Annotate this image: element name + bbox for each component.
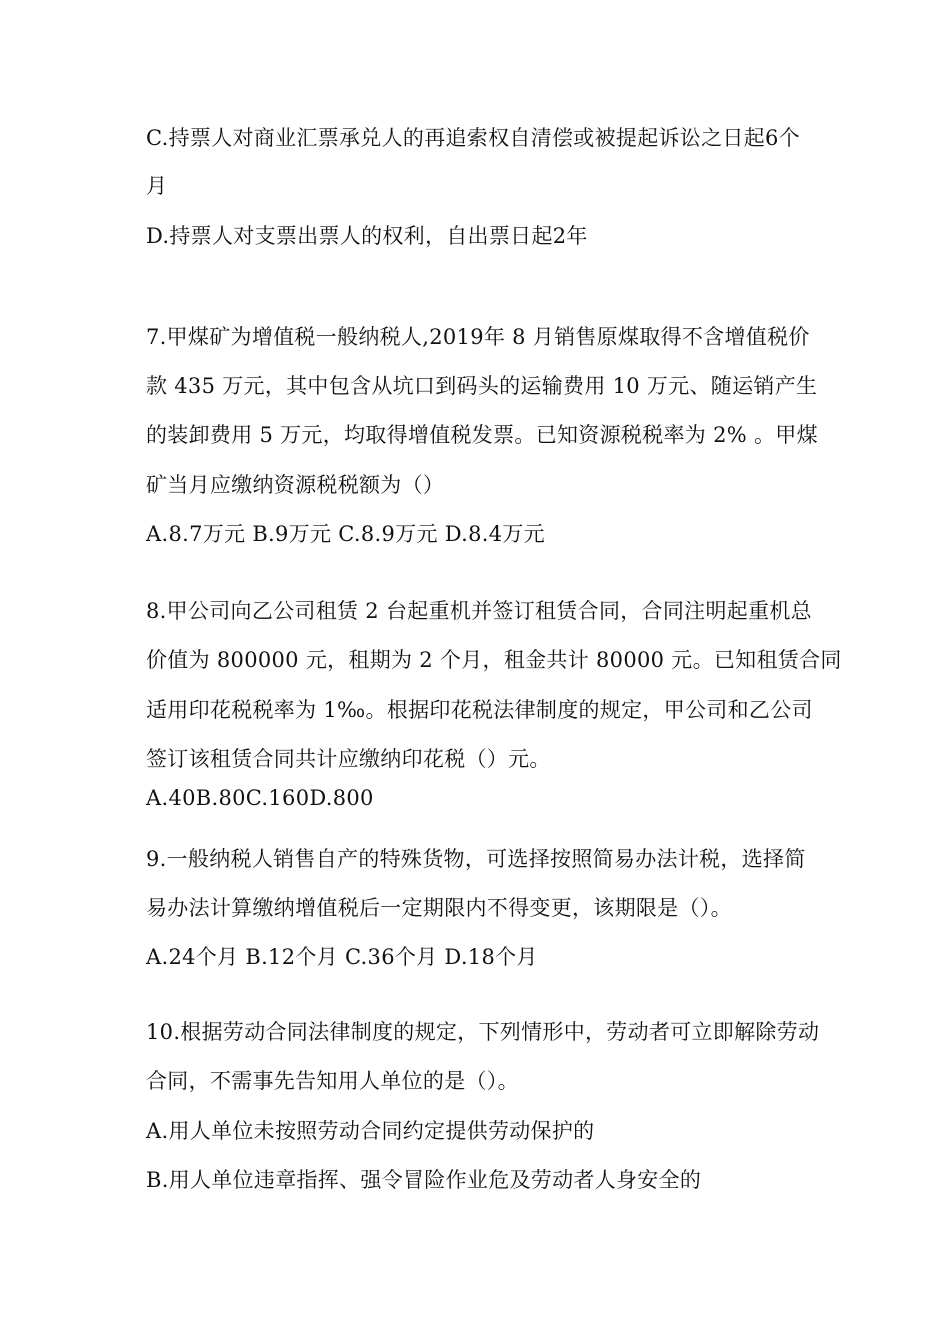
q8-stem-line3: 适用印花税税率为 1‰。根据印花税法律制度的规定，甲公司和乙公司 xyxy=(146,698,813,722)
q7-stem-line3: 的装卸费用 5 万元，均取得增值税发票。已知资源税税率为 2% 。甲煤 xyxy=(146,423,818,447)
q7-stem-line4: 矿当月应缴纳资源税税额为（） xyxy=(146,473,445,497)
q10-stem-line2: 合同，不需事先告知用人单位的是（）。 xyxy=(146,1069,519,1093)
q9-stem-line2: 易办法计算缴纳增值税后一定期限内不得变更，该期限是（）。 xyxy=(146,896,732,920)
q10-option-b: B.用人单位违章指挥、强令冒险作业危及劳动者人身安全的 xyxy=(146,1168,702,1192)
q9-options: A.24个月 B.12个月 C.36个月 D.18个月 xyxy=(146,945,538,969)
q8-stem-line2: 价值为 800000 元，租期为 2 个月，租金共计 80000 元。已知租赁合同 xyxy=(146,648,842,672)
q10-option-a: A.用人单位未按照劳动合同约定提供劳动保护的 xyxy=(146,1119,595,1143)
q10-stem-line1: 10.根据劳动合同法律制度的规定，下列情形中，劳动者可立即解除劳动 xyxy=(146,1020,820,1044)
q6-option-d: D.持票人对支票出票人的权利，自出票日起2年 xyxy=(146,224,588,248)
q7-stem-line2: 款 435 万元，其中包含从坑口到码头的运输费用 10 万元、随运销产生 xyxy=(146,374,818,398)
q7-stem-line1: 7.甲煤矿为增值税一般纳税人,2019年 8 月销售原煤取得不含增值税价 xyxy=(146,325,810,349)
q8-stem-line4: 签订该租赁合同共计应缴纳印花税（）元。 xyxy=(146,747,551,771)
q8-stem-line1: 8.甲公司向乙公司租赁 2 台起重机并签订租赁合同，合同注明起重机总 xyxy=(146,599,812,623)
q7-options: A.8.7万元 B.9万元 C.8.9万元 D.8.4万元 xyxy=(146,522,545,546)
q6-option-c-line2: 月 xyxy=(146,174,168,198)
q6-option-c-line1: C.持票人对商业汇票承兑人的再追索权自清偿或被提起诉讼之日起6个 xyxy=(146,126,800,150)
q8-options: A.40B.80C.160D.800 xyxy=(146,786,374,810)
q9-stem-line1: 9.一般纳税人销售自产的特殊货物，可选择按照简易办法计税，选择简 xyxy=(146,847,806,871)
